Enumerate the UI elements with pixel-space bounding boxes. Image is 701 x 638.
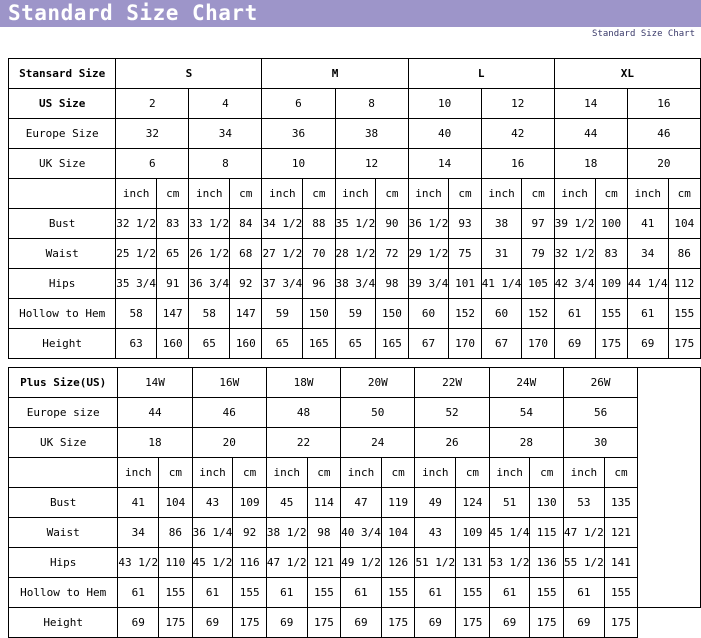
- cell-bust-6: 35 1/2: [335, 209, 376, 239]
- cell-waist-6: 28 1/2: [335, 239, 376, 269]
- plus-cell-height-9: 175: [456, 608, 490, 638]
- cell-height-15: 175: [668, 329, 700, 359]
- plus-cell-europe-1: 46: [192, 398, 266, 428]
- plus-cell-europe-5: 54: [489, 398, 563, 428]
- plus-cell-europe-6: 56: [563, 398, 637, 428]
- table-row: [9, 518, 701, 548]
- plus-unit-cell-11: cm: [530, 458, 564, 488]
- cell-bust-5: 88: [303, 209, 335, 239]
- row-label-bust: Bust: [9, 209, 116, 239]
- cell-height-2: 65: [189, 329, 230, 359]
- cell-waist-12: 32 1/2: [554, 239, 595, 269]
- plus-cell-waist-2: 36 1/4: [192, 518, 233, 548]
- cell-hips-3: 92: [230, 269, 262, 299]
- unit-cell-1: cm: [157, 179, 189, 209]
- table-row: [9, 428, 701, 458]
- plus-cell-bust-12: 53: [563, 488, 604, 518]
- table-row: [9, 119, 701, 149]
- table-row: [9, 209, 701, 239]
- unit-cell-2: inch: [189, 179, 230, 209]
- cell-us-size-3: 8: [335, 89, 408, 119]
- cell-height-8: 67: [408, 329, 449, 359]
- table-row: [9, 89, 701, 119]
- plus-cell-bust-7: 119: [381, 488, 415, 518]
- cell-hollow-0: 58: [116, 299, 157, 329]
- cell-height-11: 170: [522, 329, 554, 359]
- plus-cell-waist-13: 121: [604, 518, 638, 548]
- plus-row-label-height: Height: [9, 608, 118, 638]
- row-label-europe-size: Europe Size: [9, 119, 116, 149]
- cell-bust-10: 38: [481, 209, 522, 239]
- plus-cell-hips-3: 116: [233, 548, 267, 578]
- plus-cell-height-0: 69: [118, 608, 159, 638]
- unit-cell-7: cm: [376, 179, 408, 209]
- plus-cell-waist-5: 98: [307, 518, 341, 548]
- plus-cell-height-11: 175: [530, 608, 564, 638]
- plus-cell-uk-2: 22: [266, 428, 340, 458]
- cell-us-size-2: 6: [262, 89, 335, 119]
- unit-cell-4: inch: [262, 179, 303, 209]
- plus-cell-hips-0: 43 1/2: [118, 548, 159, 578]
- table-row: [9, 398, 701, 428]
- plus-cell-waist-8: 43: [415, 518, 456, 548]
- plus-cell-height-3: 175: [233, 608, 267, 638]
- plus-unit-cell-6: inch: [341, 458, 382, 488]
- cell-height-13: 175: [595, 329, 627, 359]
- cell-bust-1: 83: [157, 209, 189, 239]
- standard-size-table-wrapper: [8, 58, 701, 359]
- table-row: [9, 488, 701, 518]
- plus-cell-height-5: 175: [307, 608, 341, 638]
- plus-cell-uk-0: 18: [118, 428, 192, 458]
- plus-cell-bust-10: 51: [489, 488, 530, 518]
- cell-bust-3: 84: [230, 209, 262, 239]
- plus-cell-waist-4: 38 1/2: [266, 518, 307, 548]
- cell-europe-size-1: 34: [189, 119, 262, 149]
- row-label-hips: Hips: [9, 269, 116, 299]
- cell-bust-4: 34 1/2: [262, 209, 303, 239]
- plus-cell-waist-6: 40 3/4: [341, 518, 382, 548]
- plus-unit-cell-9: cm: [456, 458, 490, 488]
- plus-size-table: [8, 367, 701, 638]
- plus-cell-europe-0: 44: [118, 398, 192, 428]
- unit-cell-12: inch: [554, 179, 595, 209]
- plus-cell-europe-2: 48: [266, 398, 340, 428]
- plus-size-16w: 16W: [192, 368, 266, 398]
- unit-cell-11: cm: [522, 179, 554, 209]
- plus-unit-cell-12: inch: [563, 458, 604, 488]
- cell-us-size-6: 14: [554, 89, 627, 119]
- plus-cell-bust-8: 49: [415, 488, 456, 518]
- plus-cell-bust-13: 135: [604, 488, 638, 518]
- plus-cell-bust-11: 130: [530, 488, 564, 518]
- plus-cell-hips-10: 53 1/2: [489, 548, 530, 578]
- plus-size-14w: 14W: [118, 368, 192, 398]
- cell-hollow-10: 60: [481, 299, 522, 329]
- cell-hollow-14: 61: [627, 299, 668, 329]
- cell-uk-size-6: 18: [554, 149, 627, 179]
- unit-cell-8: inch: [408, 179, 449, 209]
- plus-cell-hips-13: 141: [604, 548, 638, 578]
- cell-hollow-3: 147: [230, 299, 262, 329]
- cell-waist-7: 72: [376, 239, 408, 269]
- cell-bust-0: 32 1/2: [116, 209, 157, 239]
- table-row: [9, 548, 701, 578]
- plus-size-18w: 18W: [266, 368, 340, 398]
- cell-height-0: 63: [116, 329, 157, 359]
- cell-height-10: 67: [481, 329, 522, 359]
- plus-cell-hollow-10: 61: [489, 578, 530, 608]
- cell-hollow-4: 59: [262, 299, 303, 329]
- plus-unit-cell-8: inch: [415, 458, 456, 488]
- cell-uk-size-2: 10: [262, 149, 335, 179]
- cell-us-size-0: 2: [116, 89, 189, 119]
- plus-cell-uk-5: 28: [489, 428, 563, 458]
- plus-cell-hollow-12: 61: [563, 578, 604, 608]
- cell-hips-13: 109: [595, 269, 627, 299]
- plus-unit-cell-10: inch: [489, 458, 530, 488]
- plus-cell-uk-3: 24: [341, 428, 415, 458]
- unit-cell-6: inch: [335, 179, 376, 209]
- plus-cell-hollow-8: 61: [415, 578, 456, 608]
- plus-cell-hollow-13: 155: [604, 578, 638, 608]
- cell-bust-12: 39 1/2: [554, 209, 595, 239]
- cell-bust-8: 36 1/2: [408, 209, 449, 239]
- plus-cell-hips-2: 45 1/2: [192, 548, 233, 578]
- cell-height-12: 69: [554, 329, 595, 359]
- size-group-xl: XL: [554, 59, 700, 89]
- cell-hips-1: 91: [157, 269, 189, 299]
- page-title: Standard Size Chart: [8, 1, 258, 25]
- plus-cell-europe-3: 50: [341, 398, 415, 428]
- cell-europe-size-3: 38: [335, 119, 408, 149]
- table-row: [9, 299, 701, 329]
- plus-size-table-wrapper: [8, 367, 701, 638]
- unit-cell-5: cm: [303, 179, 335, 209]
- plus-cell-hollow-1: 155: [159, 578, 193, 608]
- cell-waist-0: 25 1/2: [116, 239, 157, 269]
- plus-row-label-uk-size: UK Size: [9, 428, 118, 458]
- plus-row-label-europe-size: Europe size: [9, 398, 118, 428]
- plus-cell-hips-9: 131: [456, 548, 490, 578]
- plus-cell-waist-1: 86: [159, 518, 193, 548]
- plus-header-label: Plus Size(US): [9, 368, 118, 398]
- unit-row-blank: [9, 179, 116, 209]
- cell-europe-size-2: 36: [262, 119, 335, 149]
- plus-cell-uk-6: 30: [563, 428, 637, 458]
- table-row: [9, 59, 701, 89]
- cell-hollow-13: 155: [595, 299, 627, 329]
- plus-cell-hollow-4: 61: [266, 578, 307, 608]
- cell-uk-size-7: 20: [627, 149, 700, 179]
- plus-cell-height-12: 69: [563, 608, 604, 638]
- cell-waist-5: 70: [303, 239, 335, 269]
- corner-label: Standard Size Chart: [592, 29, 695, 39]
- cell-height-7: 165: [376, 329, 408, 359]
- row-label-us-size: US Size: [9, 89, 116, 119]
- plus-cell-height-7: 175: [381, 608, 415, 638]
- cell-hips-8: 39 3/4: [408, 269, 449, 299]
- row-label-height: Height: [9, 329, 116, 359]
- cell-bust-2: 33 1/2: [189, 209, 230, 239]
- plus-unit-cell-0: inch: [118, 458, 159, 488]
- cell-waist-11: 79: [522, 239, 554, 269]
- plus-cell-hollow-0: 61: [118, 578, 159, 608]
- table-row-units: [9, 458, 701, 488]
- plus-cell-height-10: 69: [489, 608, 530, 638]
- cell-hollow-7: 150: [376, 299, 408, 329]
- plus-cell-uk-4: 26: [415, 428, 489, 458]
- cell-height-5: 165: [303, 329, 335, 359]
- cell-hips-14: 44 1/4: [627, 269, 668, 299]
- plus-unit-row-blank: [9, 458, 118, 488]
- table-row: [9, 578, 701, 608]
- row-label-uk-size: UK Size: [9, 149, 116, 179]
- cell-waist-10: 31: [481, 239, 522, 269]
- cell-hips-2: 36 3/4: [189, 269, 230, 299]
- table-row: [9, 269, 701, 299]
- cell-hollow-15: 155: [668, 299, 700, 329]
- cell-europe-size-6: 44: [554, 119, 627, 149]
- standard-size-table: [8, 58, 701, 359]
- plus-cell-bust-5: 114: [307, 488, 341, 518]
- cell-uk-size-5: 16: [481, 149, 554, 179]
- row-label-waist: Waist: [9, 239, 116, 269]
- row-label-hollow-to-hem: Hollow to Hem: [9, 299, 116, 329]
- plus-cell-hips-11: 136: [530, 548, 564, 578]
- plus-cell-uk-1: 20: [192, 428, 266, 458]
- header-banner: [0, 0, 701, 27]
- plus-size-24w: 24W: [489, 368, 563, 398]
- size-group-s: S: [116, 59, 262, 89]
- table-row: [9, 329, 701, 359]
- cell-europe-size-0: 32: [116, 119, 189, 149]
- plus-cell-waist-3: 92: [233, 518, 267, 548]
- table-row: [9, 239, 701, 269]
- cell-hips-12: 42 3/4: [554, 269, 595, 299]
- plus-cell-height-4: 69: [266, 608, 307, 638]
- unit-cell-13: cm: [595, 179, 627, 209]
- cell-uk-size-4: 14: [408, 149, 481, 179]
- plus-cell-waist-10: 45 1/4: [489, 518, 530, 548]
- plus-cell-bust-2: 43: [192, 488, 233, 518]
- plus-cell-bust-3: 109: [233, 488, 267, 518]
- cell-hollow-5: 150: [303, 299, 335, 329]
- plus-table-empty-column: [638, 368, 701, 608]
- plus-unit-cell-7: cm: [381, 458, 415, 488]
- cell-bust-9: 93: [449, 209, 481, 239]
- cell-europe-size-5: 42: [481, 119, 554, 149]
- cell-hollow-9: 152: [449, 299, 481, 329]
- cell-height-9: 170: [449, 329, 481, 359]
- cell-hollow-11: 152: [522, 299, 554, 329]
- cell-waist-1: 65: [157, 239, 189, 269]
- table-row: [9, 368, 701, 398]
- cell-waist-4: 27 1/2: [262, 239, 303, 269]
- plus-unit-cell-2: inch: [192, 458, 233, 488]
- cell-bust-11: 97: [522, 209, 554, 239]
- cell-height-4: 65: [262, 329, 303, 359]
- plus-row-label-hollow-to-hem: Hollow to Hem: [9, 578, 118, 608]
- plus-size-22w: 22W: [415, 368, 489, 398]
- plus-cell-waist-12: 47 1/2: [563, 518, 604, 548]
- plus-cell-hollow-2: 61: [192, 578, 233, 608]
- cell-uk-size-0: 6: [116, 149, 189, 179]
- cell-hips-7: 98: [376, 269, 408, 299]
- plus-unit-cell-4: inch: [266, 458, 307, 488]
- table-row-units: [9, 179, 701, 209]
- plus-cell-hips-5: 121: [307, 548, 341, 578]
- table-row: [9, 149, 701, 179]
- cell-hollow-8: 60: [408, 299, 449, 329]
- cell-uk-size-1: 8: [189, 149, 262, 179]
- plus-row-label-hips: Hips: [9, 548, 118, 578]
- cell-height-3: 160: [230, 329, 262, 359]
- plus-cell-waist-11: 115: [530, 518, 564, 548]
- plus-cell-waist-0: 34: [118, 518, 159, 548]
- plus-unit-cell-1: cm: [159, 458, 193, 488]
- plus-cell-hollow-7: 155: [381, 578, 415, 608]
- unit-cell-15: cm: [668, 179, 700, 209]
- plus-cell-hips-4: 47 1/2: [266, 548, 307, 578]
- plus-cell-height-2: 69: [192, 608, 233, 638]
- plus-cell-waist-7: 104: [381, 518, 415, 548]
- cell-height-1: 160: [157, 329, 189, 359]
- cell-hollow-6: 59: [335, 299, 376, 329]
- plus-cell-bust-9: 124: [456, 488, 490, 518]
- cell-waist-3: 68: [230, 239, 262, 269]
- cell-hollow-12: 61: [554, 299, 595, 329]
- unit-cell-9: cm: [449, 179, 481, 209]
- cell-hips-6: 38 3/4: [335, 269, 376, 299]
- plus-cell-hips-6: 49 1/2: [341, 548, 382, 578]
- plus-cell-europe-4: 52: [415, 398, 489, 428]
- cell-bust-7: 90: [376, 209, 408, 239]
- cell-bust-15: 104: [668, 209, 700, 239]
- plus-cell-hollow-9: 155: [456, 578, 490, 608]
- plus-cell-height-1: 175: [159, 608, 193, 638]
- plus-unit-cell-3: cm: [233, 458, 267, 488]
- cell-waist-8: 29 1/2: [408, 239, 449, 269]
- cell-height-6: 65: [335, 329, 376, 359]
- cell-height-14: 69: [627, 329, 668, 359]
- unit-cell-14: inch: [627, 179, 668, 209]
- cell-hips-11: 105: [522, 269, 554, 299]
- cell-hips-10: 41 1/4: [481, 269, 522, 299]
- cell-waist-15: 86: [668, 239, 700, 269]
- plus-cell-height-6: 69: [341, 608, 382, 638]
- cell-hips-0: 35 3/4: [116, 269, 157, 299]
- cell-hollow-1: 147: [157, 299, 189, 329]
- cell-us-size-4: 10: [408, 89, 481, 119]
- cell-us-size-5: 12: [481, 89, 554, 119]
- plus-cell-hollow-3: 155: [233, 578, 267, 608]
- unit-cell-0: inch: [116, 179, 157, 209]
- plus-row-label-waist: Waist: [9, 518, 118, 548]
- plus-cell-hips-12: 55 1/2: [563, 548, 604, 578]
- plus-cell-bust-4: 45: [266, 488, 307, 518]
- table-row: [9, 608, 701, 638]
- cell-bust-13: 100: [595, 209, 627, 239]
- plus-cell-hips-8: 51 1/2: [415, 548, 456, 578]
- cell-hips-4: 37 3/4: [262, 269, 303, 299]
- size-group-l: L: [408, 59, 554, 89]
- plus-cell-waist-9: 109: [456, 518, 490, 548]
- plus-size-26w: 26W: [563, 368, 637, 398]
- plus-unit-cell-13: cm: [604, 458, 638, 488]
- cell-waist-13: 83: [595, 239, 627, 269]
- plus-cell-hips-7: 126: [381, 548, 415, 578]
- cell-hips-15: 112: [668, 269, 700, 299]
- unit-cell-10: inch: [481, 179, 522, 209]
- cell-europe-size-7: 46: [627, 119, 700, 149]
- cell-hollow-2: 58: [189, 299, 230, 329]
- plus-cell-height-13: 175: [604, 608, 638, 638]
- unit-cell-3: cm: [230, 179, 262, 209]
- plus-row-label-bust: Bust: [9, 488, 118, 518]
- cell-hips-9: 101: [449, 269, 481, 299]
- cell-waist-2: 26 1/2: [189, 239, 230, 269]
- cell-us-size-1: 4: [189, 89, 262, 119]
- plus-unit-cell-5: cm: [307, 458, 341, 488]
- cell-europe-size-4: 40: [408, 119, 481, 149]
- plus-cell-bust-6: 47: [341, 488, 382, 518]
- plus-cell-hollow-5: 155: [307, 578, 341, 608]
- plus-cell-bust-1: 104: [159, 488, 193, 518]
- plus-cell-hollow-6: 61: [341, 578, 382, 608]
- subheader-area: [0, 27, 701, 45]
- cell-waist-14: 34: [627, 239, 668, 269]
- cell-waist-9: 75: [449, 239, 481, 269]
- size-group-m: M: [262, 59, 408, 89]
- plus-cell-hips-1: 110: [159, 548, 193, 578]
- plus-size-20w: 20W: [341, 368, 415, 398]
- plus-cell-bust-0: 41: [118, 488, 159, 518]
- plus-cell-height-8: 69: [415, 608, 456, 638]
- cell-bust-14: 41: [627, 209, 668, 239]
- standard-header-label: Stansard Size: [9, 59, 116, 89]
- cell-uk-size-3: 12: [335, 149, 408, 179]
- cell-hips-5: 96: [303, 269, 335, 299]
- plus-cell-hollow-11: 155: [530, 578, 564, 608]
- cell-us-size-7: 16: [627, 89, 700, 119]
